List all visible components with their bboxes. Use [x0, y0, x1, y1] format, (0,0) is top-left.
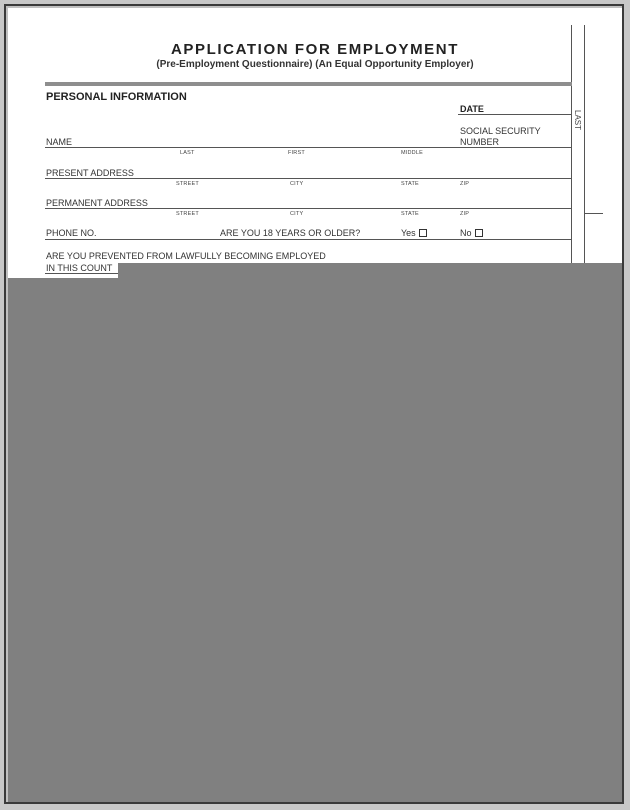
permanent-address-field[interactable]: [45, 208, 572, 209]
age-yes-label: Yes: [401, 228, 416, 238]
present-sub-state: STATE: [401, 181, 419, 187]
ssn-label-line2: NUMBER: [460, 137, 500, 147]
permanent-sub-street: STREET: [176, 211, 199, 217]
present-sub-zip: ZIP: [460, 181, 470, 187]
present-sub-street: STREET: [176, 181, 199, 187]
prevented-question-line1: ARE YOU PREVENTED FROM LAWFULLY BECOMING EMPLOYED: [46, 251, 326, 261]
name-sub-middle: MIDDLE: [401, 150, 423, 156]
section-personal-information: PERSONAL INFORMATION: [46, 91, 187, 103]
name-field[interactable]: [45, 147, 572, 148]
name-sub-last: LAST: [180, 150, 195, 156]
age-no-label: No: [460, 228, 472, 238]
prevented-question-line2: IN THIS COUNT: [46, 263, 113, 273]
permanent-address-label: PERMANENT ADDRESS: [46, 198, 148, 208]
permanent-sub-zip: ZIP: [460, 211, 470, 217]
right-column-divider-outer: [584, 25, 585, 263]
age-question: ARE YOU 18 YEARS OR OLDER?: [220, 228, 361, 238]
right-column-tick: [585, 213, 603, 214]
form-title: APPLICATION FOR EMPLOYMENT: [171, 41, 459, 58]
redaction-overlay-tab: [118, 263, 622, 278]
present-address-label: PRESENT ADDRESS: [46, 168, 134, 178]
date-field[interactable]: [458, 114, 572, 115]
age-no-option[interactable]: [460, 228, 483, 238]
redaction-overlay: [8, 278, 622, 802]
present-sub-city: CITY: [290, 181, 304, 187]
ssn-label-line1: SOCIAL SECURITY: [460, 126, 541, 136]
phone-label: PHONE NO.: [46, 228, 97, 238]
side-label: LAST: [573, 110, 582, 131]
prevented-field[interactable]: [45, 273, 118, 274]
date-label: DATE: [460, 104, 484, 114]
right-column-divider: [571, 25, 572, 263]
phone-field[interactable]: [45, 239, 572, 240]
present-address-field[interactable]: [45, 178, 572, 179]
name-label: NAME: [46, 137, 73, 147]
age-yes-checkbox[interactable]: [419, 229, 427, 237]
permanent-sub-state: STATE: [401, 211, 419, 217]
name-sub-first: FIRST: [288, 150, 305, 156]
age-yes-option[interactable]: [401, 228, 427, 238]
age-no-checkbox[interactable]: [475, 229, 483, 237]
header-rule: [45, 82, 572, 86]
form-subtitle: (Pre-Employment Questionnaire) (An Equal Opportunity Employer): [156, 59, 474, 70]
permanent-sub-city: CITY: [290, 211, 304, 217]
